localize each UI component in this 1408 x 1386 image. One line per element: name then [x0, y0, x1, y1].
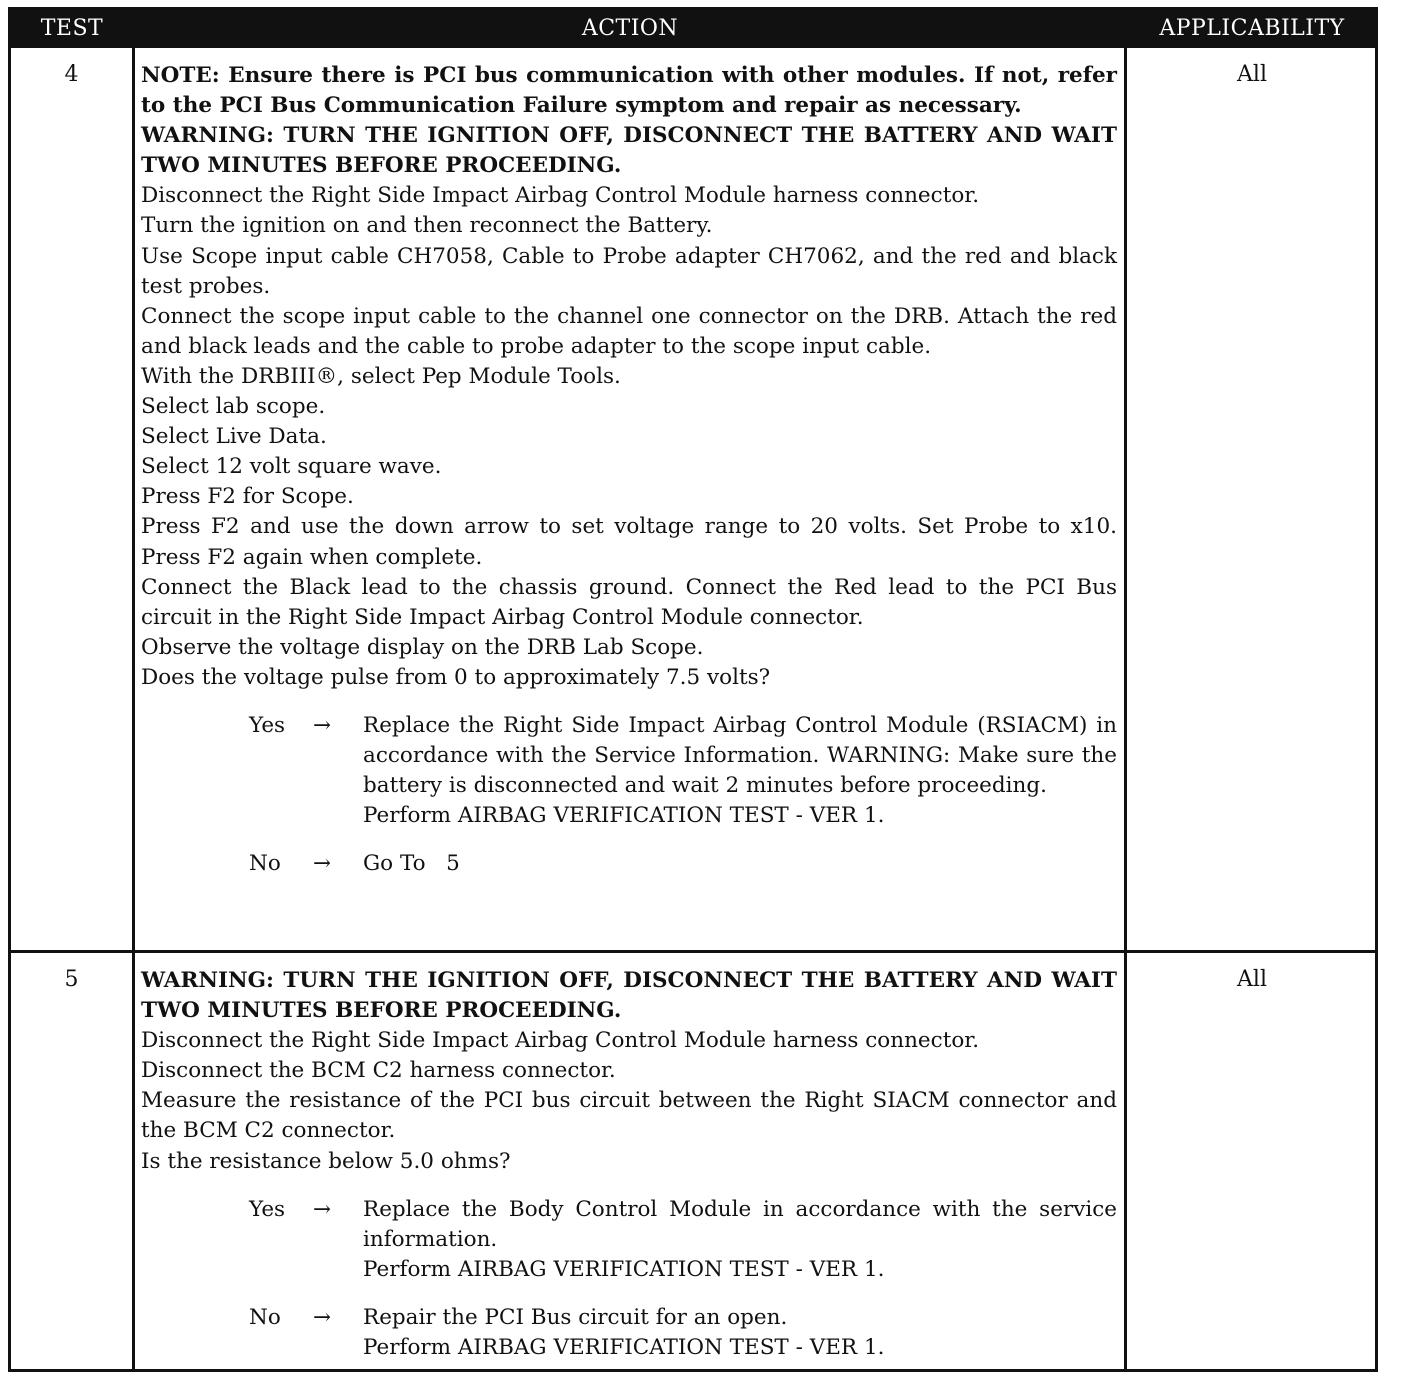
- result-text: Replace the Right Side Impact Airbag Control Module (RSIACM) in accordance with the Service Information. WARNING: Make sure the battery is disconnected and wait 2 minutes before proceeding.: [363, 712, 1117, 799]
- result-text: Go To 5: [363, 851, 460, 877]
- header-action: ACTION: [581, 16, 679, 41]
- yes-label: Yes: [249, 712, 286, 738]
- result-text: Repair the PCI Bus circuit for an open.: [363, 1304, 788, 1330]
- step-text: Connect the scope input cable to the channel one connector on the DRB. Attach the red and black leads and the cable to probe adapter to the scope input cable.: [141, 303, 1117, 359]
- table-row-test-5: [11, 953, 1375, 1372]
- no-result: [363, 1303, 1117, 1363]
- header-applicability: APPLICABILITY: [1159, 16, 1345, 41]
- no-label: No: [249, 1304, 281, 1330]
- question-text: Does the voltage pulse from 0 to approximately 7.5 volts?: [141, 664, 771, 690]
- step-text: Turn the ignition on and then reconnect the Battery.: [141, 213, 713, 239]
- arrow-right-icon: →: [313, 1304, 332, 1330]
- step-text: With the DRBIII®, select Pep Module Tools.: [141, 363, 621, 389]
- step-text: Press F2 for Scope.: [141, 484, 354, 510]
- result-text: Perform AIRBAG VERIFICATION TEST - VER 1.: [363, 1335, 885, 1361]
- warning-text: WARNING: TURN THE IGNITION OFF, DISCONNECT THE BATTERY AND WAIT TWO MINUTES BEFORE PROCEEDING.: [141, 968, 1117, 1024]
- step-text: Observe the voltage display on the DRB Lab Scope.: [141, 634, 704, 660]
- step-text: Connect the Black lead to the chassis ground. Connect the Red lead to the PCI Bus circuit in the Right Side Impact Airbag Control Module connector.: [141, 574, 1117, 630]
- arrow-right-icon: →: [313, 712, 332, 738]
- applicability-value: All: [1237, 967, 1267, 992]
- diagnostic-test-table: [8, 7, 1378, 1372]
- warning-text: WARNING: TURN THE IGNITION OFF, DISCONNECT THE BATTERY AND WAIT TWO MINUTES BEFORE PROCEEDING.: [141, 123, 1117, 179]
- arrow-right-icon: →: [313, 851, 332, 877]
- step-text: Use Scope input cable CH7058, Cable to Probe adapter CH7062, and the red and black test probes.: [141, 243, 1117, 299]
- yes-result: [363, 1195, 1117, 1285]
- no-result: [363, 849, 1117, 879]
- no-label: No: [249, 851, 281, 877]
- no-answer: [141, 849, 1117, 879]
- test-number: 4: [64, 62, 79, 87]
- table-row-test-4: [11, 48, 1375, 950]
- header-test: TEST: [40, 16, 104, 41]
- step-text: Disconnect the Right Side Impact Airbag Control Module harness connector.: [141, 1028, 980, 1054]
- no-answer: [141, 1303, 1117, 1363]
- step-text: Disconnect the Right Side Impact Airbag Control Module harness connector.: [141, 183, 980, 209]
- action-cell: [141, 966, 1117, 1363]
- result-text: Perform AIRBAG VERIFICATION TEST - VER 1.: [363, 803, 885, 829]
- test-number: 5: [64, 967, 79, 992]
- result-text: Replace the Body Control Module in accordance with the service information.: [363, 1196, 1117, 1252]
- step-text: Press F2 and use the down arrow to set voltage range to 20 volts. Set Probe to x10. Press F2 again when complete.: [141, 514, 1117, 570]
- step-text: Select 12 volt square wave.: [141, 454, 442, 480]
- step-text: Measure the resistance of the PCI bus circuit between the Right SIACM connector and the BCM C2 connector.: [141, 1088, 1117, 1144]
- arrow-right-icon: →: [313, 1196, 332, 1222]
- result-text: Perform AIRBAG VERIFICATION TEST - VER 1.: [363, 1256, 885, 1282]
- step-text: Select lab scope.: [141, 394, 326, 420]
- action-cell: [141, 61, 1117, 879]
- yes-label: Yes: [249, 1196, 286, 1222]
- note-text: NOTE: Ensure there is PCI bus communication with other modules. If not, refer to the PCI Bus Communication Failure symptom and repair as necessary.: [141, 63, 1117, 119]
- step-text: Disconnect the BCM C2 harness connector.: [141, 1058, 616, 1084]
- yes-answer: [141, 711, 1117, 831]
- question-text: Is the resistance below 5.0 ohms?: [141, 1148, 511, 1174]
- applicability-value: All: [1237, 62, 1267, 87]
- yes-answer: [141, 1195, 1117, 1285]
- yes-result: [363, 711, 1117, 831]
- table-header: [11, 10, 1375, 48]
- step-text: Select Live Data.: [141, 424, 327, 450]
